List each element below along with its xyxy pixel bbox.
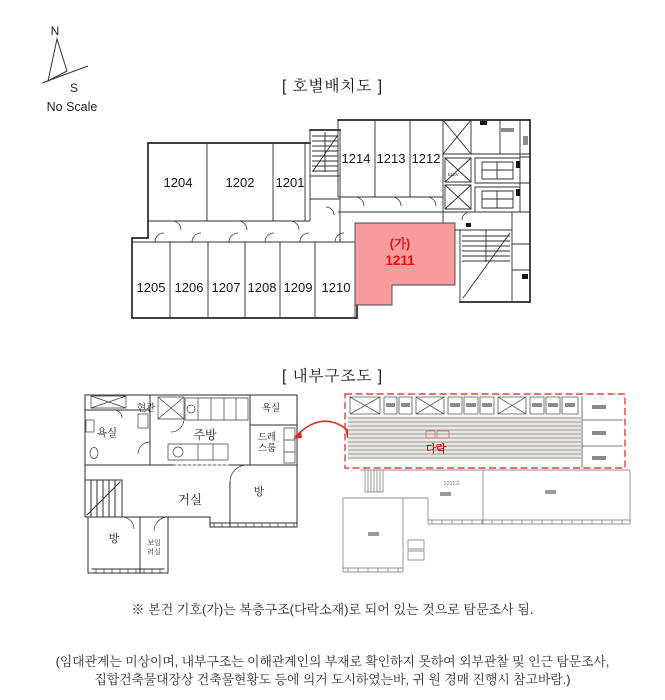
scale-label: No Scale: [46, 100, 98, 114]
room-label-boiler-2: 러실: [147, 549, 161, 556]
room-label-kitchen: 주방: [193, 428, 217, 442]
compass-icon: [28, 20, 118, 118]
room-label-entrance: 현관: [136, 403, 156, 414]
unit-label-1202: 1202: [225, 175, 255, 190]
unit-layout-title: [ 호별배치도 ]: [281, 78, 384, 95]
first-floor-walls: [85, 395, 297, 573]
room-label-room-lowerleft: 방: [108, 533, 120, 545]
unit-label-1207: 1207: [211, 280, 241, 295]
disclaimer-line-2: 집합건축물대장상 건축물현황도 등에 의거 도시하였는바, 귀 원 경매 진행시 참고바람.): [94, 672, 571, 687]
room-label-bathroom-left: 욕실: [96, 427, 118, 439]
gray-plan-tiny-marks: [368, 490, 556, 536]
unit-label-1214: 1214: [341, 151, 371, 166]
tiny-text-marks: [501, 128, 528, 145]
room-label-dressroom-2: 스룸: [257, 443, 277, 454]
room-label-bathroom-right: 욕실: [261, 403, 281, 414]
unit-label-1201: 1201: [275, 175, 305, 190]
room-label-dressroom-1: 드레: [257, 432, 277, 443]
first-floor-fixtures: [86, 396, 295, 531]
disclaimer: [0, 653, 665, 689]
subject-unit-designation: (가): [389, 237, 411, 251]
unit-label-1204: 1204: [163, 175, 193, 190]
unit-layout-plan: [130, 112, 535, 330]
unit-label-1212: 1212: [411, 151, 441, 166]
unit-label-1206: 1206: [174, 280, 204, 295]
unit-label-1208: 1208: [247, 280, 277, 295]
internal-structure-title: [ 내부구조도 ]: [281, 368, 384, 385]
attic-unit-ref: 1211호: [443, 481, 461, 487]
unit-label-1210: 1210: [321, 280, 351, 295]
unit-label-1205: 1205: [136, 280, 166, 295]
first-floor-plan: [78, 392, 313, 592]
unit-label-1209: 1209: [283, 280, 313, 295]
unit-label-1213: 1213: [376, 151, 406, 166]
room-label-living: 거실: [177, 493, 203, 507]
room-label-room-right: 방: [253, 486, 265, 498]
subject-unit-number: 1211: [385, 253, 415, 268]
compass-north-label: N: [50, 24, 60, 38]
survey-note: ※ 본건 기호(가)는 복층구조(다락소재)로 되어 있는 것으로 탐문조사 됨.: [131, 602, 534, 617]
attic-hatch: [348, 418, 581, 458]
compass-south-label: S: [69, 81, 79, 95]
upper-floor-gray-plan: [343, 470, 630, 572]
disclaimer-line-1: (임대관계는 미상이며, 내부구조는 이해관계인의 부재로 확인하지 못하여 외부관찰 및 인근 탐문조사,: [55, 654, 610, 669]
room-label-boiler-1: 보일: [147, 540, 161, 547]
attic-label: 다락: [425, 443, 447, 455]
elevator-label: ELEV: [448, 172, 459, 177]
attic-plan: [340, 390, 635, 595]
